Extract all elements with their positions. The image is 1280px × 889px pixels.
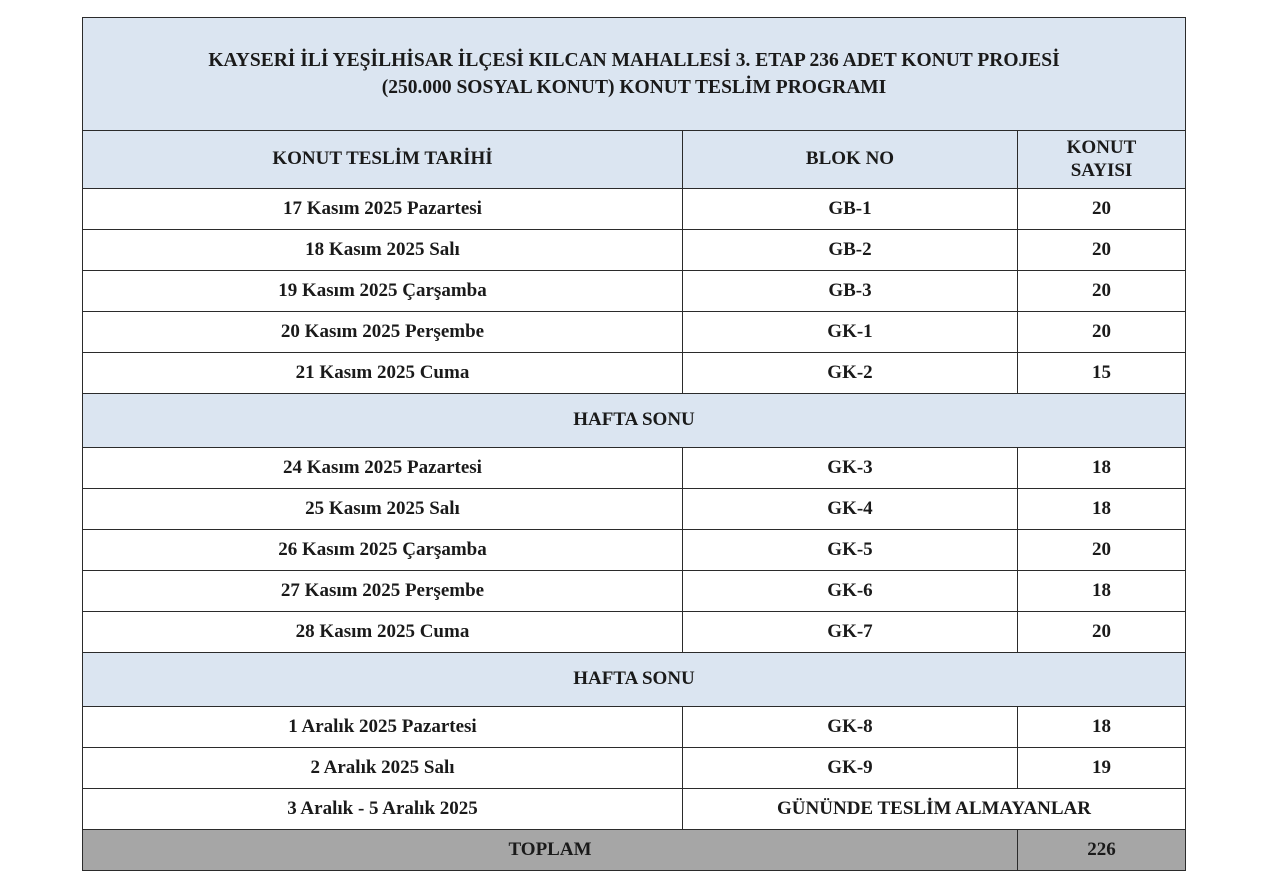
- late-date-cell: 3 Aralık - 5 Aralık 2025: [83, 789, 683, 830]
- delivery-schedule-table: [82, 17, 1186, 871]
- header-block: BLOK NO: [683, 131, 1018, 189]
- count-cell: 20: [1018, 189, 1186, 230]
- block-cell: GK-2: [683, 353, 1018, 394]
- table-row: [83, 571, 1186, 612]
- count-cell: 20: [1018, 312, 1186, 353]
- document-title: [83, 18, 1186, 131]
- table-row: [83, 612, 1186, 653]
- block-cell: GK-7: [683, 612, 1018, 653]
- title-line-2: (250.000 SOSYAL KONUT) KONUT TESLİM PROGRAMI: [381, 77, 887, 98]
- late-delivery-row: [83, 789, 1186, 830]
- block-cell: GK-8: [683, 707, 1018, 748]
- count-cell: 20: [1018, 271, 1186, 312]
- date-cell: 28 Kasım 2025 Cuma: [83, 612, 683, 653]
- date-cell: 2 Aralık 2025 Salı: [83, 748, 683, 789]
- late-note-cell: GÜNÜNDE TESLİM ALMAYANLAR: [683, 789, 1186, 830]
- weekend-label: HAFTA SONU: [83, 653, 1186, 707]
- block-cell: GK-4: [683, 489, 1018, 530]
- date-cell: 20 Kasım 2025 Perşembe: [83, 312, 683, 353]
- table-row: [83, 707, 1186, 748]
- table-row: [83, 448, 1186, 489]
- header-count: [1018, 131, 1186, 189]
- count-cell: 18: [1018, 571, 1186, 612]
- table-row: [83, 271, 1186, 312]
- count-cell: 15: [1018, 353, 1186, 394]
- date-cell: 21 Kasım 2025 Cuma: [83, 353, 683, 394]
- date-cell: 24 Kasım 2025 Pazartesi: [83, 448, 683, 489]
- weekend-row: [83, 394, 1186, 448]
- weekend-row: [83, 653, 1186, 707]
- header-count-line-2: SAYISI: [1070, 159, 1133, 181]
- count-cell: 18: [1018, 489, 1186, 530]
- count-cell: 20: [1018, 230, 1186, 271]
- date-cell: 19 Kasım 2025 Çarşamba: [83, 271, 683, 312]
- date-cell: 18 Kasım 2025 Salı: [83, 230, 683, 271]
- table-row: [83, 189, 1186, 230]
- block-cell: GK-1: [683, 312, 1018, 353]
- block-cell: GK-3: [683, 448, 1018, 489]
- count-cell: 18: [1018, 448, 1186, 489]
- total-label: TOPLAM: [83, 830, 1018, 871]
- total-value: 226: [1018, 830, 1186, 871]
- block-cell: GK-6: [683, 571, 1018, 612]
- block-cell: GB-1: [683, 189, 1018, 230]
- table-row: [83, 748, 1186, 789]
- table-row: [83, 230, 1186, 271]
- block-cell: GB-2: [683, 230, 1018, 271]
- count-cell: 19: [1018, 748, 1186, 789]
- count-cell: 20: [1018, 530, 1186, 571]
- block-cell: GB-3: [683, 271, 1018, 312]
- count-cell: 18: [1018, 707, 1186, 748]
- count-cell: 20: [1018, 612, 1186, 653]
- date-cell: 26 Kasım 2025 Çarşamba: [83, 530, 683, 571]
- header-date: KONUT TESLİM TARİHİ: [83, 131, 683, 189]
- title-row: [83, 18, 1186, 131]
- block-cell: GK-5: [683, 530, 1018, 571]
- header-count-line-1: KONUT: [1066, 136, 1137, 158]
- header-row: [83, 131, 1186, 189]
- table-row: [83, 353, 1186, 394]
- date-cell: 1 Aralık 2025 Pazartesi: [83, 707, 683, 748]
- table-row: [83, 489, 1186, 530]
- total-row: [83, 830, 1186, 871]
- date-cell: 17 Kasım 2025 Pazartesi: [83, 189, 683, 230]
- title-line-1: KAYSERİ İLİ YEŞİLHİSAR İLÇESİ KILCAN MAHALLESİ 3. ETAP 236 ADET KONUT PROJESİ: [208, 49, 1060, 71]
- block-cell: GK-9: [683, 748, 1018, 789]
- table-row: [83, 530, 1186, 571]
- table-row: [83, 312, 1186, 353]
- weekend-label: HAFTA SONU: [83, 394, 1186, 448]
- date-cell: 25 Kasım 2025 Salı: [83, 489, 683, 530]
- date-cell: 27 Kasım 2025 Perşembe: [83, 571, 683, 612]
